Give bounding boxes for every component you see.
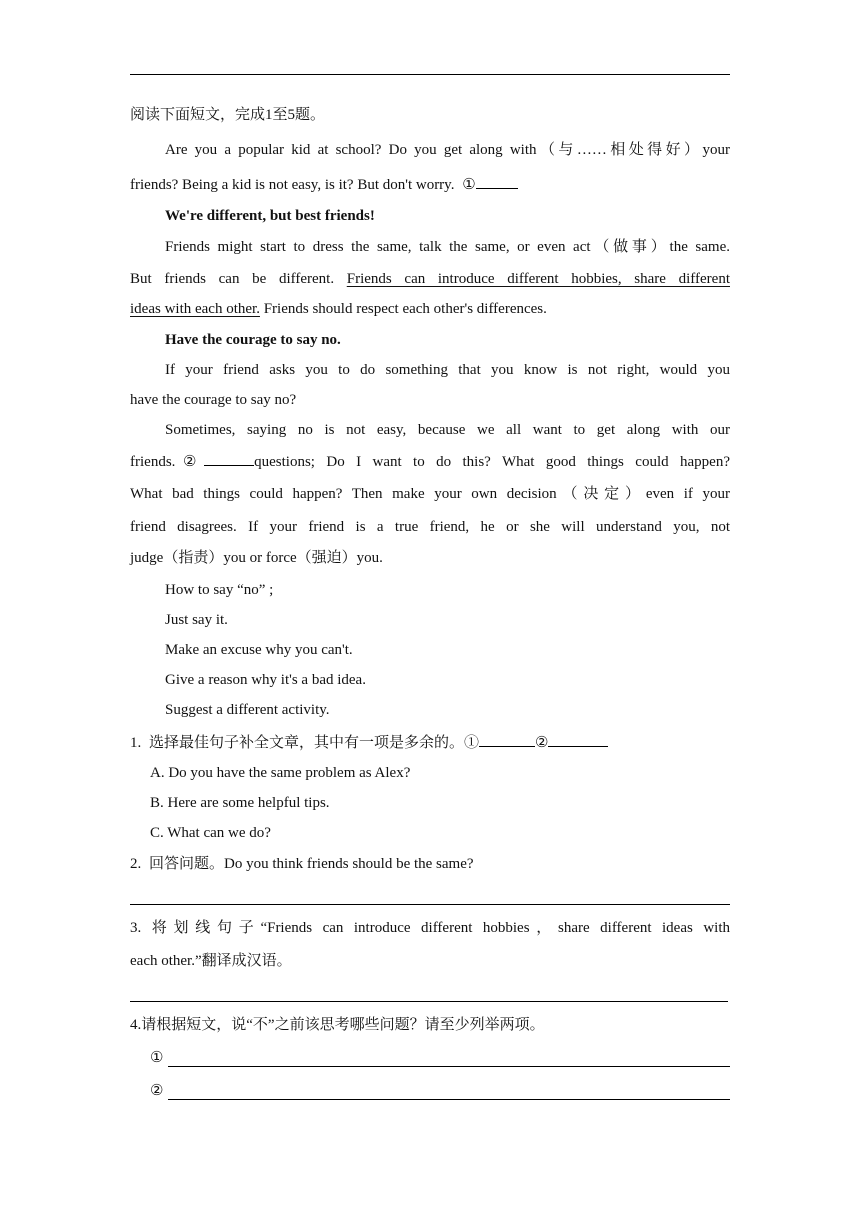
tip-item: How to say “no” ; [165,582,274,598]
text: judge [130,550,164,566]
question-1 [130,732,730,753]
answer-marker-2: ② [150,1083,164,1099]
answer-row-2 [130,1081,730,1101]
text: you. [356,550,383,566]
blank-2[interactable] [204,451,254,466]
passage-p4-line1: Sometimes, saying no is not easy, because we all want to get along with our [165,422,730,438]
blank-1[interactable] [476,174,518,189]
question-4: 4.请根据短文，说“不”之前该思考哪些问题？请至少列举两项。 [130,1017,545,1033]
passage-p2-line3 [130,299,730,319]
answer-line-q3[interactable] [130,1001,728,1002]
option-c: C. What can we do? [150,825,271,841]
underlined-sentence: ideas with each other. [130,301,260,317]
text: questions; Do I want to do this? What good things could happen? [254,454,730,470]
answer-blank-2[interactable] [548,732,608,747]
gloss: （与……相处得好） [536,142,703,158]
tip-item: Give a reason why it's a bad idea. [165,672,366,688]
passage-p1-line1 [130,140,730,160]
text: even if your [645,486,730,502]
header-rule [130,74,730,75]
answer-line-q4-2[interactable] [168,1099,730,1100]
passage-p3-line2: have the courage to say no? [130,392,297,408]
question-number: 1. [130,735,142,751]
blank-marker-1: ① [462,177,476,193]
answer-marker-1: ① [150,1050,164,1066]
passage-p3-line1: If your friend asks you to do something that you know is not right, would you [165,362,730,378]
passage-p4-line5 [130,548,730,568]
option-a: A. Do you have the same problem as Alex? [150,765,411,781]
text: But friends can be different. [130,271,335,287]
question-3-line1: 3. 将划线句子“Friends can introduce different hobbies，share different ideas with [130,920,730,936]
answer-line-q2[interactable] [130,904,730,905]
question-text: 回答问题。Do you think friends should be the same? [149,856,474,872]
answer-line-q4-1[interactable] [168,1066,730,1067]
passage-p4-line4: friend disagrees. If your friend is a true friend, he or she will understand you, not [130,519,730,535]
option-b: B. Here are some helpful tips. [150,795,330,811]
gloss: （强迫） [296,550,357,566]
text: What bad things could happen? Then make your own decision [130,486,557,502]
heading-courage: Have the courage to say no. [165,332,341,348]
passage-p4-line2 [130,451,730,472]
question-2 [130,854,730,874]
question-text: 选择最佳句子补全文章，其中有一项是多余的。① [149,735,480,751]
question-3-line2: each other.”翻译成汉语。 [130,953,292,969]
text: Friends should respect each other's differences. [263,301,547,317]
tip-item: Suggest a different activity. [165,702,330,718]
heading-different-friends: We're different, but best friends! [165,208,375,224]
gloss: （指责） [163,550,224,566]
passage-p2-line1 [130,237,730,257]
text: friends? Being a kid is not easy, is it? But don't worry. [130,177,455,193]
passage-p2-line2 [130,269,730,289]
text: the same. [669,239,730,255]
tip-item: Just say it. [165,612,228,628]
passage-p4-line3 [130,484,730,504]
gloss: （做事） [590,239,670,255]
text: Friends might start to dress the same, talk the same, or even act [165,239,591,255]
instruction: 阅读下面短文，完成1至5题。 [130,107,326,123]
text: you or force [223,550,297,566]
text: your [702,142,730,158]
answer-blank-1[interactable] [479,732,535,747]
answer-row-1 [130,1048,730,1068]
question-number: 2. [130,856,142,872]
blank-marker-2: ② [535,735,549,751]
gloss: （决定） [556,486,646,502]
text: Are you a popular kid at school? Do you get along with [165,142,537,158]
underlined-sentence: Friends can introduce different hobbies, share different [346,271,730,287]
passage-p1-line2 [130,174,730,195]
text: friends.② [130,454,205,470]
tip-item: Make an excuse why you can't. [165,642,353,658]
